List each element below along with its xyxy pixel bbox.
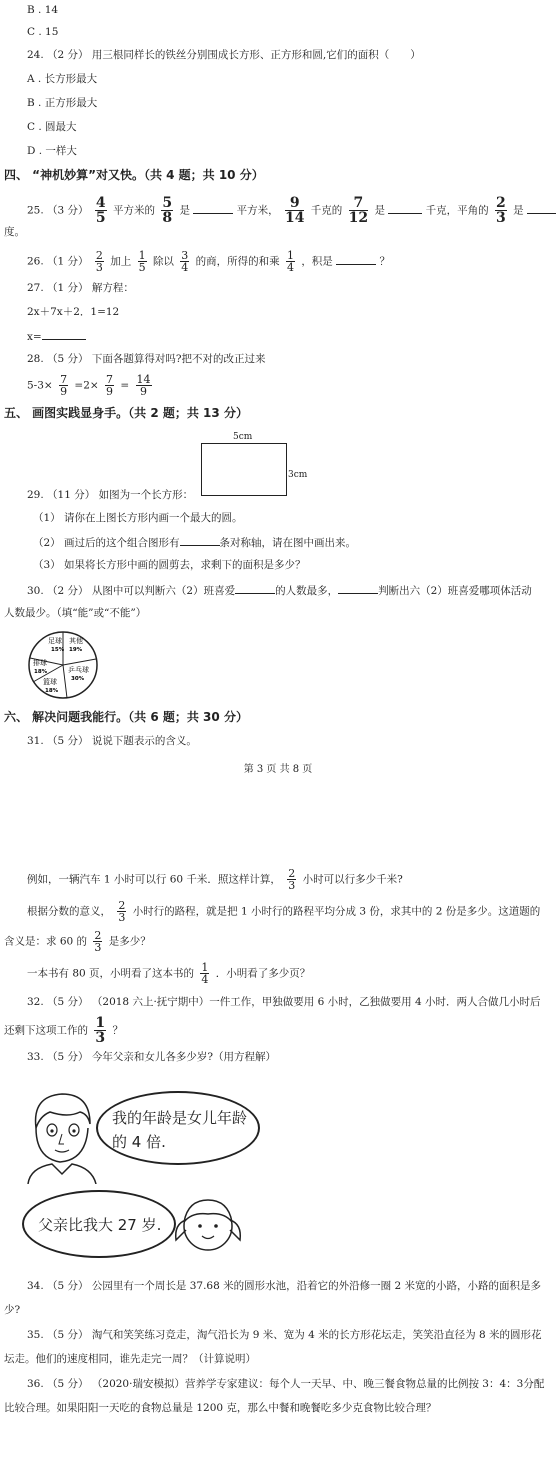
q30-line-2: 人数最少。（填“能”或“不能”） — [4, 607, 147, 619]
q31-text: 含义是：求 60 的 — [4, 935, 88, 948]
frac-den: 5 — [95, 210, 106, 226]
q29-part-2 — [33, 535, 356, 550]
frac-den: 3 — [94, 941, 102, 954]
q31-task — [27, 962, 310, 985]
answer-blank[interactable] — [180, 535, 220, 546]
q25-tail: 度。 — [4, 226, 25, 238]
frac-num: 1 — [95, 1015, 106, 1031]
option-c: C . 15 — [27, 26, 59, 38]
frac-num: 1 — [286, 249, 294, 262]
frac-num: 2 — [118, 899, 126, 912]
slice-pct: 15% — [51, 647, 65, 653]
frac-den: 3 — [496, 210, 506, 226]
section-6-title: 六、 解决问题我能行。（共 6 题；共 30 分） — [4, 710, 248, 724]
answer-blank[interactable] — [336, 254, 376, 265]
q25-prefix: 25. （3 分） — [27, 204, 89, 217]
option-b: B . 正方形最大 — [27, 97, 98, 109]
slice-label: 其他 — [69, 637, 83, 645]
option-a: A . 长方形最大 — [27, 73, 98, 85]
q31-text: 是多少？ — [108, 935, 151, 948]
question-25 — [27, 196, 556, 225]
answer-line — [27, 329, 86, 344]
frac-num: 14 — [136, 373, 151, 386]
q34-line-2: 少? — [4, 1304, 21, 1316]
q26-text: 加上 — [110, 255, 132, 268]
q31-explanation — [27, 900, 540, 923]
frac-den: 5 — [138, 261, 146, 274]
answer-blank[interactable] — [42, 329, 86, 340]
question-24: 24. （2 分） 用三根同样长的铁丝分别围成长方形、正方形和圆,它们的面积（ ） — [27, 49, 421, 61]
section-5-title: 五、 画图实践显身手。（共 2 题；共 13 分） — [4, 406, 248, 420]
q30-text: 判断出六（2）班喜爱哪项体活动 — [378, 585, 532, 597]
q26-prefix: 26. （1 分） — [27, 255, 89, 268]
q30-text: 30. （2 分） 从图中可以判断六（2）班喜爱 — [27, 585, 236, 597]
q25-text: 是 — [513, 204, 524, 217]
q31-text: 例如，一辆汽车 1 小时可以行 60 千米．照这样计算， — [27, 873, 281, 886]
section-4-title: 四、 “神机妙算”对又快。（共 4 题；共 10 分） — [4, 168, 264, 182]
slice-pct: 30% — [71, 676, 85, 682]
slice-label: 篮球 — [43, 678, 57, 686]
daughter-speech-bubble — [22, 1190, 176, 1258]
q31-meaning — [4, 930, 151, 953]
width-label: 5cm — [233, 432, 253, 442]
height-label: 3cm — [288, 470, 308, 480]
q28-expression — [27, 374, 155, 397]
q31-example — [27, 868, 403, 891]
question-28: 28. （5 分） 下面各题算得对吗?把不对的改正过来 — [27, 353, 266, 365]
question-34: 34. （5 分） 公园里有一个周长是 37.68 米的圆形水池，沿着它的外沿修一圈 2 米宽的小路，小路的面积是多 — [27, 1280, 541, 1292]
slice-pct: 19% — [69, 647, 83, 653]
question-33: 33. （5 分） 今年父亲和女儿各多少岁?（用方程解） — [27, 1051, 277, 1063]
pie-chart — [27, 630, 99, 700]
frac-den: 3 — [118, 911, 126, 924]
frac-den: 3 — [95, 1030, 106, 1046]
answer-blank[interactable] — [193, 203, 233, 214]
q26-text: 除以 — [152, 255, 174, 268]
bubble-text: 的 4 倍. — [112, 1133, 166, 1151]
q30-text: 的人数最多， — [275, 585, 339, 597]
expr-text: = — [120, 379, 130, 392]
slice-label: 乒乓球 — [68, 666, 89, 674]
bubble-text: 我的年龄是女儿年龄 — [112, 1109, 248, 1127]
answer-label: x= — [27, 331, 42, 343]
father-illustration — [22, 1088, 102, 1184]
frac-num: 2 — [288, 867, 296, 880]
frac-den: 4 — [286, 261, 294, 274]
q25-text: 千克的 — [310, 204, 343, 217]
answer-blank[interactable] — [388, 203, 422, 214]
daughter-illustration — [168, 1190, 248, 1258]
question-31: 31. （5 分） 说说下题表示的含义。 — [27, 735, 197, 747]
frac-den: 9 — [140, 385, 148, 398]
slice-label: 排球 — [33, 659, 47, 667]
bubble-text: 父亲比我大 27 岁. — [38, 1216, 162, 1234]
question-29: 29. （11 分） 如图为一个长方形： — [27, 489, 194, 501]
question-27: 27. （1 分） 解方程： — [27, 282, 134, 294]
frac-num: 3 — [181, 249, 189, 262]
answer-blank[interactable] — [338, 583, 378, 594]
frac-den: 4 — [201, 973, 209, 986]
q26-text: ，积是 — [301, 255, 333, 268]
frac-num: 7 — [106, 373, 114, 386]
frac-num: 7 — [349, 196, 368, 211]
slice-pct: 18% — [45, 688, 59, 694]
frac-den: 9 — [60, 385, 68, 398]
frac-den: 3 — [95, 261, 103, 274]
rectangle-figure — [201, 443, 287, 496]
frac-num: 1 — [201, 961, 209, 974]
q29-text: 条对称轴，请在图中画出来。 — [219, 537, 357, 549]
frac-num: 9 — [285, 196, 304, 211]
answer-blank[interactable] — [235, 583, 275, 594]
expr-text: 5-3× — [27, 379, 53, 392]
question-35: 35. （5 分） 淘气和笑笑练习竞走，淘气沿长为 9 米、宽为 4 米的长方形花坛走，笑笑沿直径为 8 米的圆形花 — [27, 1329, 542, 1341]
q29-part-3: （3） 如果将长方形中画的圆剪去，求剩下的面积是多少？ — [33, 559, 306, 571]
option-b: B . 14 — [27, 4, 59, 16]
frac-num: 2 — [94, 929, 102, 942]
question-26 — [27, 250, 390, 273]
q25-text: 千克，平角的 — [425, 204, 489, 217]
question-30 — [27, 583, 532, 598]
q31-text: 根据分数的意义， — [27, 905, 111, 918]
q26-text: 的商，所得的和乘 — [195, 255, 280, 268]
slice-pct: 18% — [34, 669, 48, 675]
q29-part-1: （1） 请你在上图长方形内画一个最大的圆。 — [33, 512, 243, 524]
frac-den: 3 — [288, 879, 296, 892]
frac-num: 2 — [95, 249, 103, 262]
page-footer: 第 3 页 共 8 页 — [243, 764, 313, 775]
frac-num: 1 — [138, 249, 146, 262]
option-c: C . 圆最大 — [27, 121, 77, 133]
frac-num: 4 — [95, 195, 106, 211]
frac-num: 2 — [496, 195, 506, 211]
q25-text: 平方米的 — [113, 204, 155, 217]
q25-text: 平方米， — [236, 204, 279, 217]
q35-line-2: 坛走。他们的速度相同，谁先走完一周？（计算说明） — [4, 1353, 256, 1365]
q25-text: 是 — [179, 204, 190, 217]
frac-num: 7 — [60, 373, 68, 386]
question-32: 32. （5 分） （2018 六上·抚宁期中）一件工作，甲独做要用 6 小时，乙独做要用 4 小时．两人合做几小时后 — [27, 996, 541, 1008]
father-speech-bubble — [96, 1091, 260, 1165]
slice-label: 足球 — [48, 637, 62, 645]
q32-text: 还剩下这项工作的 — [4, 1024, 88, 1037]
q31-text: ．小明看了多少页？ — [215, 967, 311, 980]
q31-text: 小时行的路程，就是把 1 小时行的路程平均分成 3 份，求其中的 2 份是多少。这道题的 — [132, 905, 541, 918]
q32-line-2 — [4, 1016, 123, 1045]
equation: 2x＋7x＋2．1=12 — [27, 306, 120, 318]
frac-num: 5 — [162, 195, 173, 211]
frac-den: 9 — [106, 385, 114, 398]
option-d: D . 一样大 — [27, 145, 77, 157]
q25-text: 是 — [374, 204, 385, 217]
expr-text: =2× — [74, 379, 99, 392]
q32-text: ？ — [112, 1024, 123, 1037]
frac-den: 8 — [162, 210, 173, 226]
q31-text: 一本书有 80 页，小明看了这本书的 — [27, 967, 195, 980]
q29-text: （2） 画过后的这个组合图形有 — [33, 537, 180, 549]
question-36: 36. （5 分） （2020·瑞安模拟）营养学专家建议：每个人一天早、中、晚三餐食物总量的比例按 3：4：3分配 — [27, 1378, 545, 1390]
frac-den: 4 — [181, 261, 189, 274]
frac-den: 14 — [284, 210, 305, 226]
q26-text: ？ — [379, 255, 390, 268]
answer-blank[interactable] — [527, 203, 556, 214]
frac-den: 12 — [348, 210, 369, 226]
q31-text: 小时可以行多少千米? — [302, 873, 403, 886]
q36-line-2: 比较合理。如果阳阳一天吃的食物总量是 1200 克，那么中餐和晚餐吃多少克食物比较合理？ — [4, 1402, 437, 1414]
